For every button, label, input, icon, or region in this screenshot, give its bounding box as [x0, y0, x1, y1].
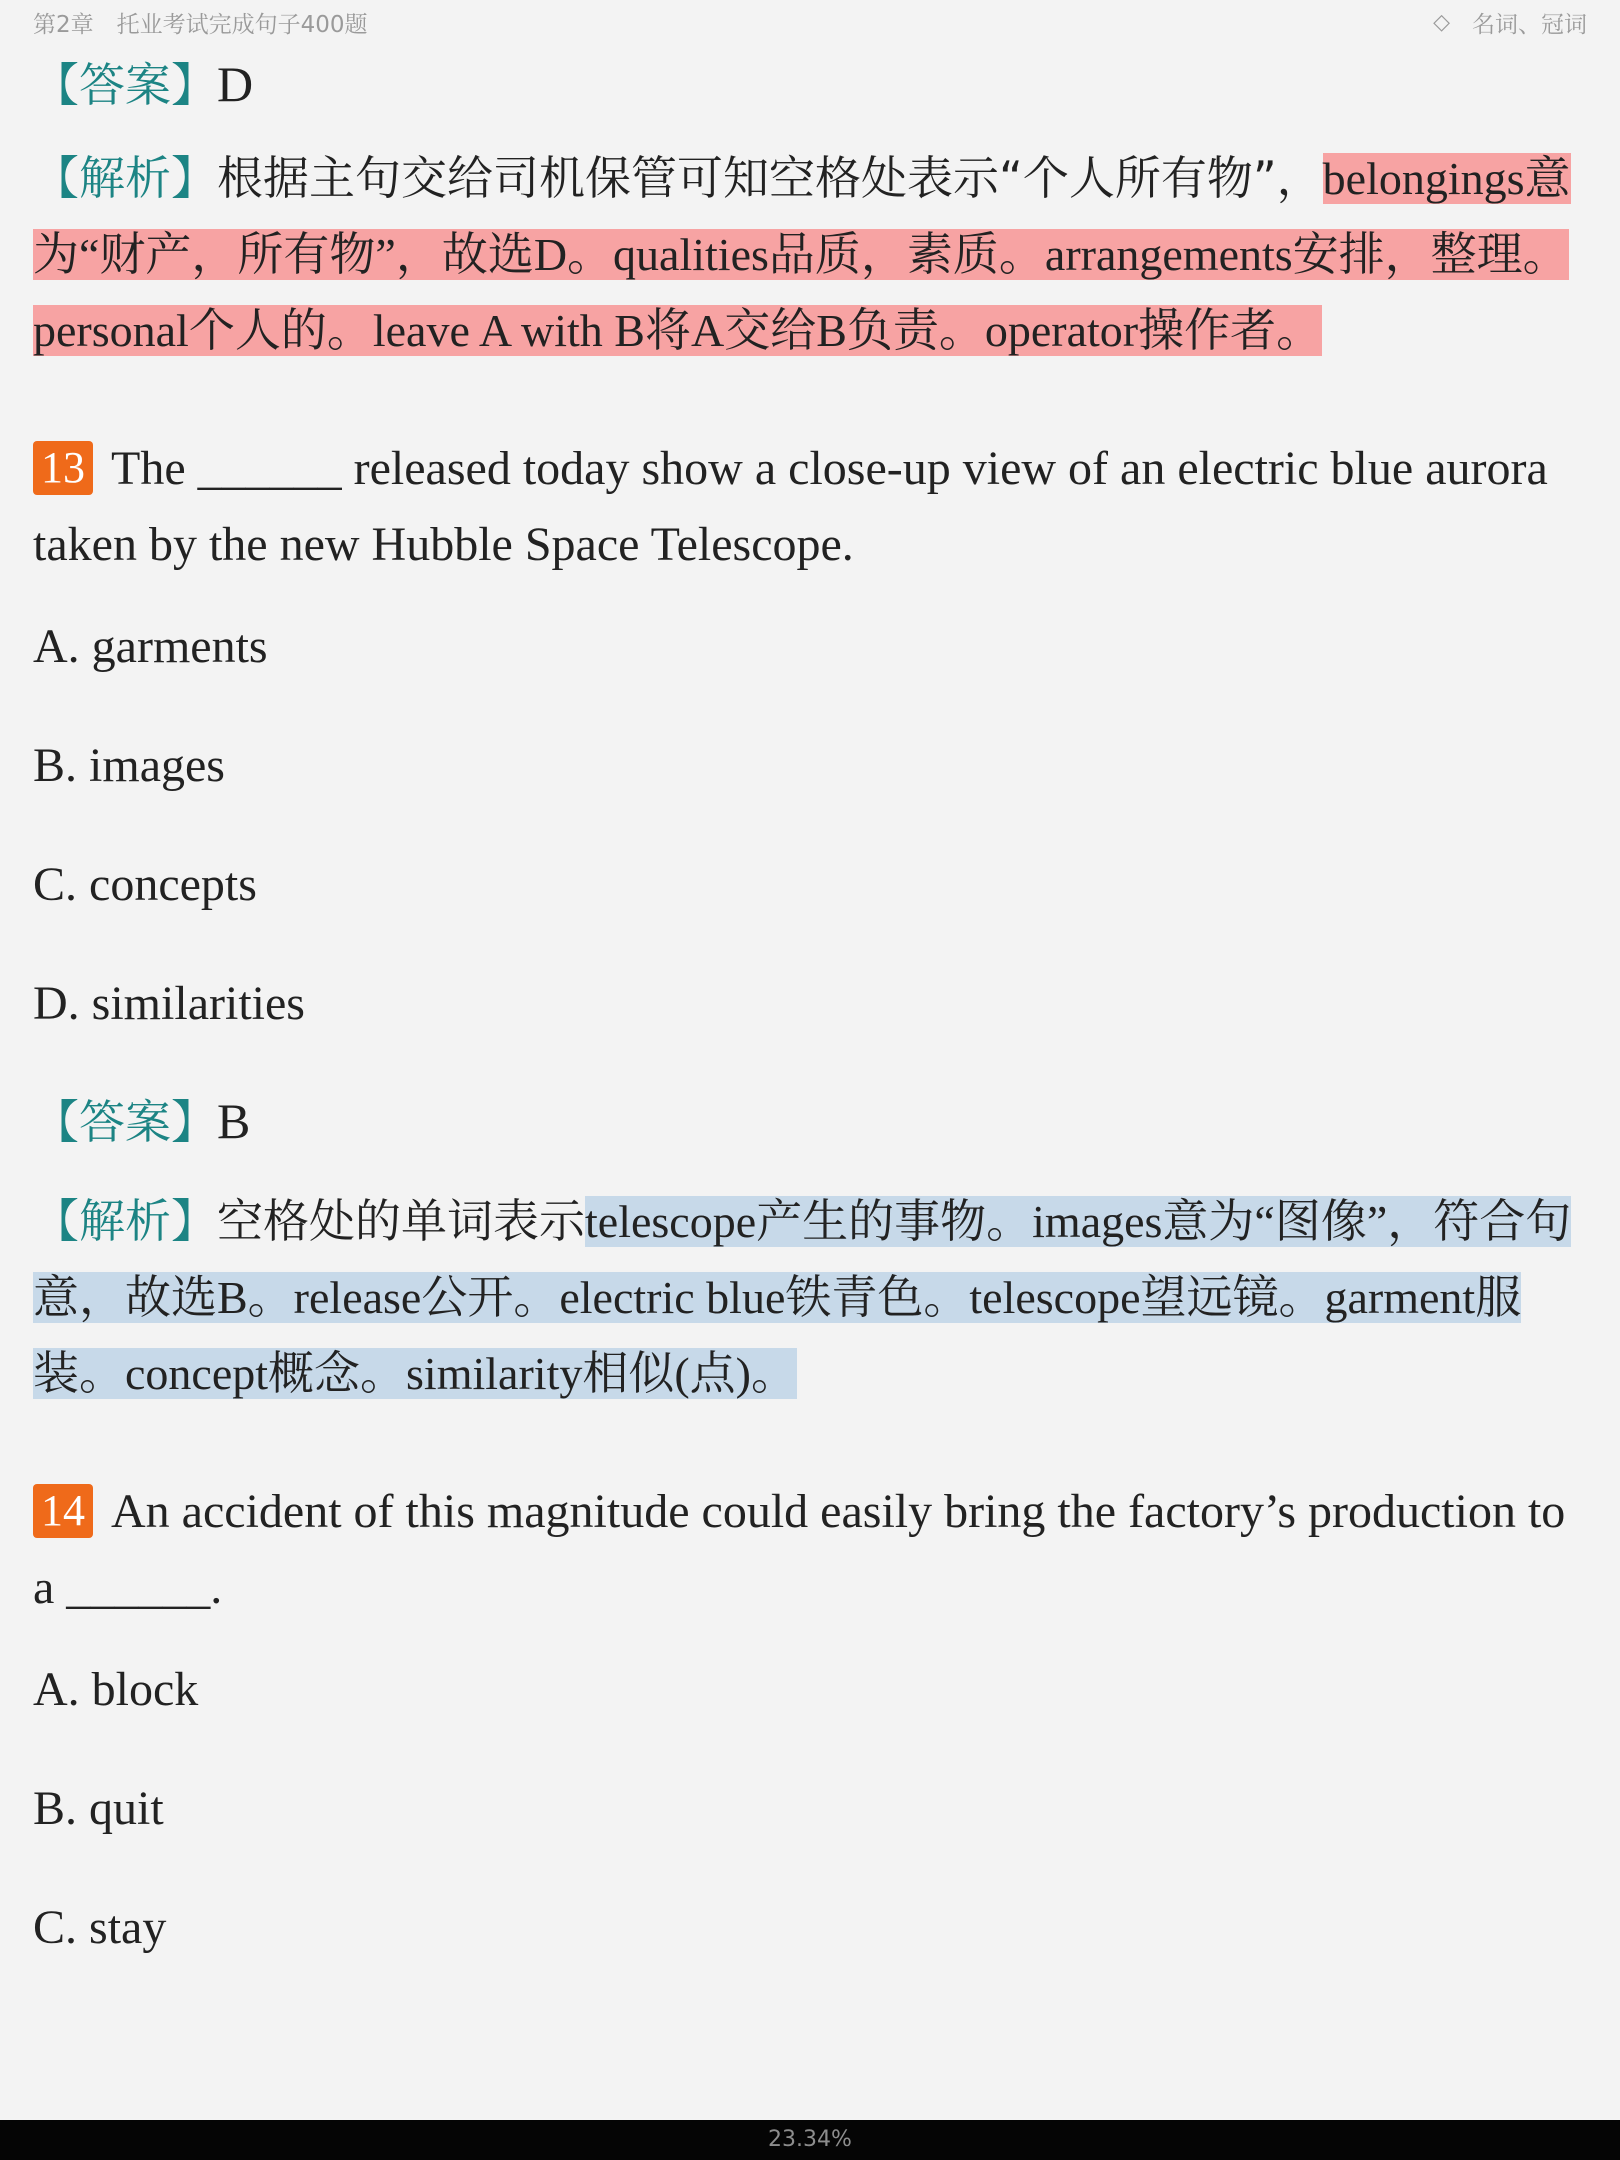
analysis-paragraph [33, 1183, 1588, 1412]
bookmark-diamond-icon[interactable]: ◇ [1433, 10, 1450, 35]
question-text: An accident of this magnitude could easily bring the factory’s production to a ______. [33, 1485, 1566, 1614]
option-a: A. garments [33, 620, 268, 673]
option-b: B. images [33, 739, 225, 792]
answer-value: B [217, 1093, 251, 1149]
answer-line [33, 1089, 1588, 1153]
answer-value: D [217, 56, 254, 112]
question-number-badge: 14 [33, 1484, 93, 1538]
answer-label: 【答案】 [33, 58, 217, 112]
analysis-paragraph [33, 140, 1588, 369]
reading-progress-bar [0, 2120, 1620, 2160]
analysis-label: 【解析】 [33, 151, 217, 205]
question-13 [33, 431, 1588, 583]
page-content [33, 52, 1588, 1958]
analysis-text: 根据主句交给司机保管可知空格处表示“个人所有物”， [217, 151, 1323, 205]
answer-line [33, 52, 1588, 116]
header-right [1433, 6, 1587, 39]
chapter-title: 第2章 托业考试完成句子400题 [33, 12, 368, 38]
highlighted-analysis-text[interactable]: telescope产生的事物。images意为“图像”，符合句意，故选B。release公开。electric blue铁青色。telescope望远镜。garment服装。concept概念。similarity相似(点)。 [33, 1196, 1572, 1399]
highlighted-analysis-text[interactable]: belongings意为“财产，所有物”，故选D。qualities品质，素质。arrangements安排，整理。personal个人的。leave A with B将A交给B负责。operator操作者。 [33, 153, 1571, 356]
question-number-badge: 13 [33, 441, 93, 495]
option-c: C. stay [33, 1901, 167, 1954]
question-text: The ______ released today show a close-up view of an electric blue aurora taken by the new Hubble Space Telescope. [33, 442, 1548, 571]
option-d: D. similarities [33, 977, 305, 1030]
section-title: 名词、冠词 [1472, 12, 1587, 38]
analysis-text: 空格处的单词表示 [217, 1194, 585, 1248]
answer-label: 【答案】 [33, 1095, 217, 1149]
option-c: C. concepts [33, 858, 257, 911]
question-14 [33, 1474, 1588, 1626]
option-a: A. block [33, 1663, 199, 1716]
reader-header [0, 0, 1620, 40]
option-b: B. quit [33, 1782, 164, 1835]
reading-progress: 23.34% [768, 2127, 852, 2152]
analysis-label: 【解析】 [33, 1194, 217, 1248]
